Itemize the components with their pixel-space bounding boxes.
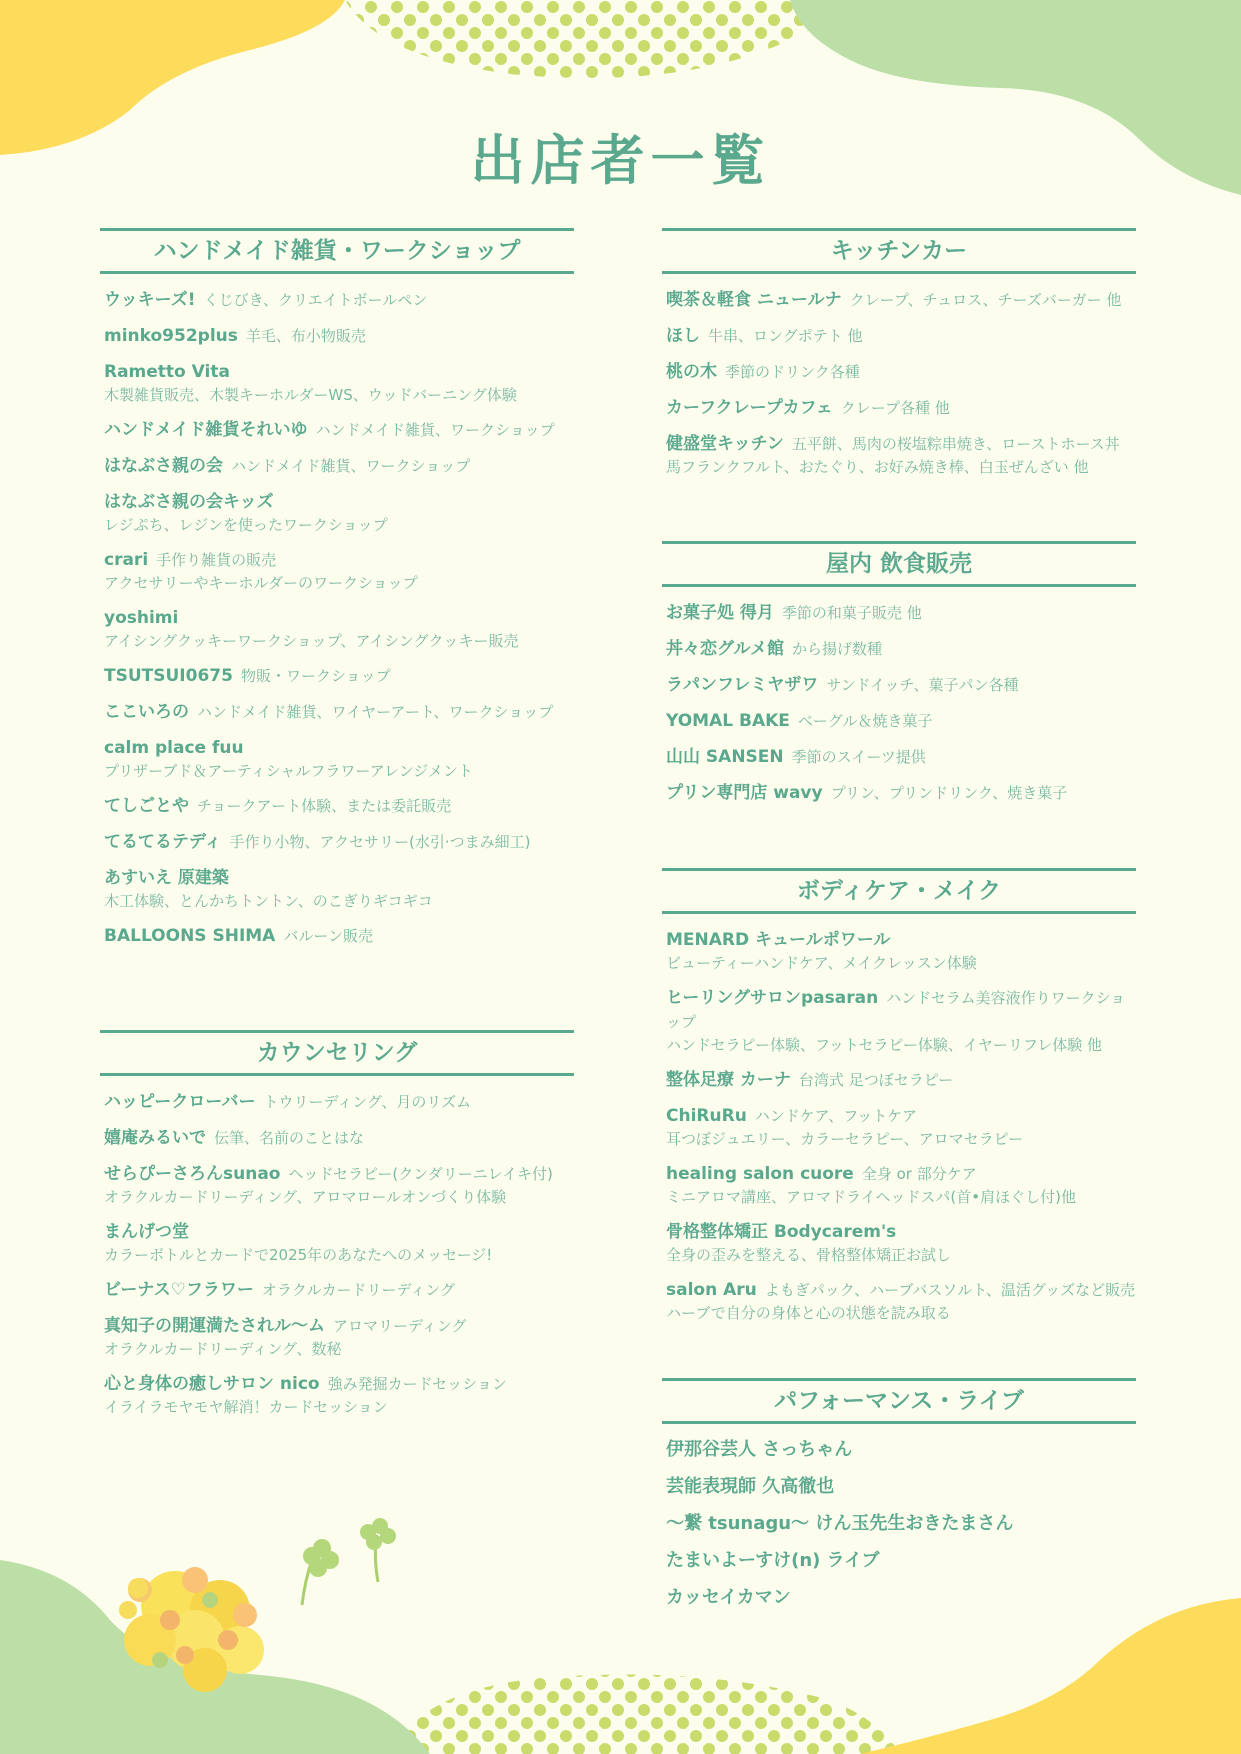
- vendor-description: 台湾式 足つぼセラピー: [798, 1071, 954, 1089]
- vendor-name: 桃の木: [666, 362, 717, 382]
- vendor-item: [666, 1278, 1136, 1324]
- vendor-name: たまいよーすけ(n) ライブ: [666, 1550, 880, 1571]
- vendor-name: 芸能表現師 久高徹也: [666, 1476, 835, 1497]
- vendor-description-line2: 木工体験、とんかちトントン、のこぎりギコギコ: [104, 892, 433, 910]
- vendor-item: [104, 1162, 574, 1208]
- vendor-name: ほし: [666, 326, 700, 346]
- vendor-item: [104, 1126, 574, 1150]
- vendor-item: [104, 1278, 574, 1302]
- vendor-description: 五平餅、馬肉の桜塩粽串焼き、ローストホース丼: [791, 435, 1120, 453]
- vendor-name: 真知子の開運満たされル～ム: [104, 1316, 325, 1336]
- vendor-item: [104, 1220, 574, 1266]
- vendor-item: [666, 1586, 1136, 1610]
- vendor-description-line2: ハーブで自分の身体と心の状態を読み取る: [666, 1304, 951, 1322]
- vendor-item: [666, 637, 1136, 661]
- vendor-item: [666, 709, 1136, 733]
- vendor-item: [666, 601, 1136, 625]
- section-heading: パフォーマンス・ライブ: [662, 1378, 1136, 1424]
- vendor-name: プリン専門店 wavy: [666, 783, 823, 803]
- vendor-item: [104, 418, 574, 442]
- clover-illustration: [302, 1518, 396, 1605]
- vendor-name: MENARD キュールポワール: [666, 930, 891, 950]
- vendor-item: [666, 432, 1136, 478]
- vendor-item: [666, 288, 1136, 312]
- vendor-name: カッセイカマン: [666, 1587, 791, 1608]
- section-heading: カウンセリング: [100, 1030, 574, 1076]
- vendor-description: 物販・ワークショップ: [240, 667, 391, 685]
- vendor-description-line2: アクセサリーやキーホルダーのワークショップ: [104, 574, 418, 592]
- vendor-description-line2: 木製雑貨販売、木製キーホルダーWS、ウッドバーニング体験: [104, 386, 517, 404]
- vendor-name: salon Aru: [666, 1280, 757, 1300]
- vendor-description: 手作り雑貨の販売: [156, 551, 277, 569]
- vendor-name: Rametto Vita: [104, 362, 230, 382]
- vendor-description: プリン、プリンドリンク、焼き菓子: [830, 784, 1068, 802]
- vendor-item: [666, 781, 1136, 805]
- vendor-item: [666, 673, 1136, 697]
- vendor-name: ChiRuRu: [666, 1106, 747, 1126]
- vendor-item: [666, 324, 1136, 348]
- vendor-name: まんげつ堂: [104, 1222, 189, 1242]
- vendor-item: [104, 664, 574, 688]
- vendor-item: [666, 1104, 1136, 1150]
- section-indoor: [662, 541, 1136, 817]
- vendor-description: ハンドメイド雑貨、ワイヤーアート、ワークショップ: [197, 703, 554, 721]
- vendor-item: [104, 924, 574, 948]
- item-list: [662, 914, 1136, 1324]
- vendor-name: 整体足療 カーナ: [666, 1070, 791, 1090]
- vendor-name: お菓子処 得月: [666, 603, 774, 623]
- vendor-description: くじびき、クリエイトボールペン: [203, 291, 428, 309]
- vendor-description: 羊毛、布小物販売: [245, 327, 366, 345]
- vendor-name: 喫茶＆軽食 ニュールナ: [666, 290, 842, 310]
- section-performance: [662, 1378, 1136, 1623]
- vendor-description: ベーグル＆焼き菓子: [797, 712, 933, 730]
- vendor-name: calm place fuu: [104, 738, 244, 758]
- section-counseling: [100, 1030, 574, 1430]
- vendor-name: カーフクレープカフェ: [666, 398, 833, 418]
- top-dot-pattern: [345, 0, 835, 78]
- vendor-item: [104, 288, 574, 312]
- section-heading: ボディケア・メイク: [662, 868, 1136, 914]
- vendor-name: ビーナス♡フラワー: [104, 1280, 254, 1300]
- vendor-item: [104, 324, 574, 348]
- vendor-item: [666, 1068, 1136, 1092]
- vendor-item: [666, 986, 1136, 1056]
- vendor-name: はなぶさ親の会キッズ: [104, 492, 274, 512]
- vendor-name: あすいえ 原建築: [104, 868, 229, 888]
- section-handmade: [100, 228, 574, 960]
- vendor-name: BALLOONS SHIMA: [104, 926, 276, 946]
- vendor-item: [666, 1162, 1136, 1208]
- vendor-item: [666, 396, 1136, 420]
- vendor-item: [104, 490, 574, 536]
- vendor-item: [666, 1220, 1136, 1266]
- vendor-item: [666, 1549, 1136, 1573]
- vendor-description: ハンドメイド雑貨、ワークショップ: [315, 421, 555, 439]
- vendor-name: はなぶさ親の会: [104, 456, 223, 476]
- vendor-item: [666, 1475, 1136, 1499]
- vendor-description: よもぎパック、ハーブバスソルト、温活グッズなど販売: [764, 1281, 1136, 1299]
- vendor-description: バルーン販売: [283, 927, 374, 945]
- vendor-name: yoshimi: [104, 608, 179, 628]
- vendor-name: てるてるテディ: [104, 832, 222, 852]
- vendor-description: 伝筆、名前のことはな: [214, 1129, 365, 1147]
- section-heading: ハンドメイド雑貨・ワークショップ: [100, 228, 574, 274]
- bottom-dot-pattern: [390, 1674, 900, 1754]
- vendor-name: ハッピークローバー: [104, 1092, 256, 1112]
- vendor-description-line2: 馬フランクフルト、おたぐり、お好み焼き棒、白玉ぜんざい 他: [666, 458, 1089, 476]
- vendor-name: ラパンフレミヤザワ: [666, 675, 819, 695]
- vendor-description-line2: レジぷち、レジンを使ったワークショップ: [104, 516, 388, 534]
- vendor-name: 心と身体の癒しサロン nico: [104, 1374, 320, 1394]
- vendor-description: トウリーディング、月のリズム: [263, 1093, 472, 1111]
- vendor-description: チョークアート体験、または委託販売: [197, 797, 452, 815]
- vendor-description-line2: ミニアロマ講座、アロマドライヘッドスパ(首•肩ほぐし付)他: [666, 1188, 1076, 1206]
- vendor-item: [104, 866, 574, 912]
- vendor-description: 季節のスイーツ提供: [791, 748, 926, 766]
- section-heading: キッチンカー: [662, 228, 1136, 274]
- vendor-item: [666, 745, 1136, 769]
- page-title: 出店者一覧: [470, 129, 771, 192]
- vendor-description: 牛串、ロングポテト 他: [708, 327, 863, 345]
- vendor-item: [104, 830, 574, 854]
- vendor-description: ヘッドセラピー(クンダリーニレイキ付): [288, 1165, 553, 1183]
- section-kitchen: [662, 228, 1136, 490]
- vendor-name: ウッキーズ!: [104, 290, 196, 310]
- vendor-description: アロマリーディング: [333, 1317, 467, 1335]
- item-list: [100, 274, 574, 948]
- vendor-item: [104, 1314, 574, 1360]
- vendor-item: [104, 360, 574, 406]
- vendor-name: 健盛堂キッチン: [666, 434, 784, 454]
- item-list: [100, 1076, 574, 1418]
- vendor-name: 骨格整体矯正 Bodycarem's: [666, 1222, 897, 1242]
- vendor-name: ここいろの: [104, 702, 189, 722]
- vendor-item: [666, 1438, 1136, 1462]
- item-list: [662, 587, 1136, 805]
- item-list: [662, 274, 1136, 478]
- vendor-name: minko952plus: [104, 326, 238, 346]
- vendor-name: てしごとや: [104, 796, 189, 816]
- vendor-description-line2: アイシングクッキーワークショップ、アイシングクッキー販売: [104, 632, 519, 650]
- vendor-description: 季節のドリンク各種: [725, 363, 860, 381]
- vendor-name: ハンドメイド雑貨それいゆ: [104, 420, 308, 440]
- vendor-name: ヒーリングサロンpasaran: [666, 988, 879, 1008]
- vendor-item: [104, 1090, 574, 1114]
- item-list: [662, 1424, 1136, 1610]
- vendor-description-line2: 全身の歪みを整える、骨格整体矯正お試し: [666, 1246, 952, 1264]
- vendor-item: [104, 700, 574, 724]
- vendor-description: 強み発掘カードセッション: [327, 1375, 507, 1393]
- vendor-description-line2: オラクルカードリーディング、アロマロールオンづくり体験: [104, 1188, 507, 1206]
- vendor-name: healing salon cuore: [666, 1164, 854, 1184]
- vendor-description: オラクルカードリーディング: [261, 1281, 455, 1299]
- vendor-name: 伊那谷芸人 さっちゃん: [666, 1439, 853, 1460]
- vendor-item: [104, 736, 574, 782]
- vendor-description: から揚げ数種: [791, 640, 882, 658]
- vendor-description-line2: 耳つぼジュエリー、カラーセラピー、アロマセラピー: [666, 1130, 1024, 1148]
- vendor-item: [666, 360, 1136, 384]
- vendor-name: 嬉庵みるいで: [104, 1128, 206, 1148]
- vendor-name: crari: [104, 550, 149, 570]
- vendor-item: [104, 606, 574, 652]
- vendor-name: TSUTSUI0675: [104, 666, 233, 686]
- vendor-description: サンドイッチ、菓子パン各種: [826, 676, 1019, 694]
- vendor-description: 手作り小物、アクセサリー(水引·つまみ細工): [229, 833, 531, 851]
- vendor-item: [104, 454, 574, 478]
- vendor-description: ハンドメイド雑貨、ワークショップ: [231, 457, 471, 475]
- vendor-description: ハンドセラム美容液作りワークショップ: [666, 989, 1126, 1031]
- section-bodycare: [662, 868, 1136, 1336]
- vendor-description-line2: ハンドセラピー体験、フットセラピー体験、イヤーリフレ体験 他: [666, 1036, 1103, 1054]
- vendor-item: [666, 1512, 1136, 1536]
- vendor-description: 季節の和菓子販売 他: [781, 604, 922, 622]
- vendor-item: [104, 794, 574, 818]
- vendor-description: ハンドケア、フットケア: [754, 1107, 917, 1125]
- vendor-name: 山山 SANSEN: [666, 747, 784, 767]
- vendor-description-line2: イライラモヤモヤ解消！カードセッション: [104, 1398, 388, 1416]
- vendor-name: 〜繋 tsunagu〜 けん玉先生おきたまさん: [666, 1513, 1014, 1534]
- vendor-description: 全身 or 部分ケア: [861, 1165, 977, 1183]
- vendor-name: せらぴーさろんsunao: [104, 1164, 281, 1184]
- vendor-description-line2: プリザーブド＆アーティシャルフラワーアレンジメント: [104, 762, 473, 780]
- vendor-description-line2: ビューティーハンドケア、メイクレッスン体験: [666, 954, 977, 972]
- vendor-item: [104, 548, 574, 594]
- vendor-name: YOMAL BAKE: [666, 711, 790, 731]
- vendor-description: クレープ、チュロス、チーズバーガー 他: [849, 291, 1122, 309]
- vendor-name: 丼々恋グルメ館: [666, 639, 784, 659]
- vendor-item: [104, 1372, 574, 1418]
- vendor-description-line2: カラーボトルとカードで2025年のあなたへのメッセージ!: [104, 1246, 493, 1264]
- vendor-description-line2: オラクルカードリーディング、数秘: [104, 1340, 342, 1358]
- section-heading: 屋内 飲食販売: [662, 541, 1136, 587]
- vendor-item: [666, 928, 1136, 974]
- vendor-description: クレープ各種 他: [840, 399, 950, 417]
